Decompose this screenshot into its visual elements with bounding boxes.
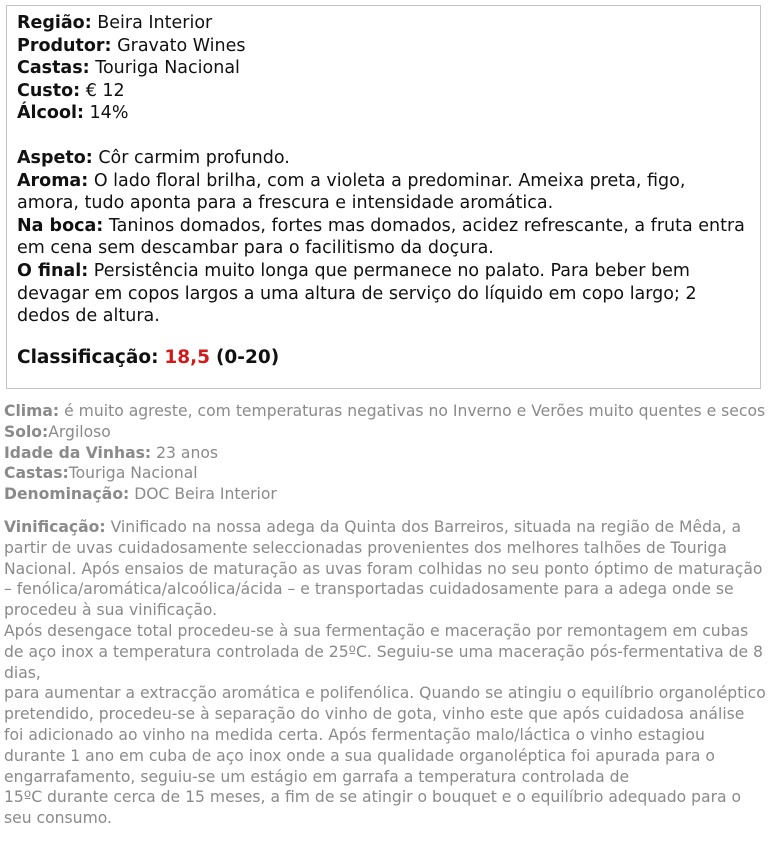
- classificacao-label: Classificação:: [17, 346, 159, 368]
- aroma-value: O lado floral brilha, com a violeta a predominar. Ameixa preta, figo, amora, tudo aponta para a frescura e intensidade aromática.: [17, 170, 686, 214]
- aroma-label: Aroma:: [17, 170, 89, 191]
- aspeto-value: Côr carmim profundo.: [98, 147, 290, 168]
- classificacao-scale: (0-20): [215, 346, 280, 368]
- boca-value: Taninos domados, fortes mas domados, acidez refrescante, a fruta entra em cena sem descambar para o facilitismo da doçura.: [17, 215, 745, 259]
- spacer: [17, 125, 750, 147]
- castas-line: [17, 57, 750, 80]
- custo-value: € 12: [85, 80, 125, 101]
- classificacao-score: 18,5: [164, 346, 211, 368]
- alcool-label: Álcool:: [17, 103, 84, 124]
- custo-label: Custo:: [17, 80, 81, 101]
- solo-value: Argiloso: [48, 422, 111, 441]
- castas-info-value: Touriga Nacional: [68, 464, 198, 483]
- boca-label: Na boca:: [17, 215, 104, 236]
- final-label: O final:: [17, 260, 89, 281]
- denominacao-value: DOC Beira Interior: [134, 485, 277, 504]
- idade-value: 23 anos: [156, 443, 219, 462]
- alcool-value: 14%: [89, 103, 129, 124]
- denominacao-line: [4, 484, 766, 505]
- spacer: [17, 328, 750, 347]
- aspeto-label: Aspeto:: [17, 147, 93, 168]
- final-value: Persistência muito longa que permanece no palato. Para beber bem devagar em copos largos a uma altura de serviço do líquido em copo largo; 2 dedos de altura.: [17, 260, 697, 327]
- regiao-value: Beira Interior: [97, 13, 213, 33]
- solo-line: [4, 422, 766, 443]
- castas-value: Touriga Nacional: [95, 58, 240, 79]
- alcool-line: [17, 102, 750, 125]
- clima-value: é muito agreste, com temperaturas negativas no Inverno e Verões muito quentes e secos: [64, 402, 766, 420]
- denominacao-label: Denominação:: [4, 485, 130, 504]
- vinificacao-line: [4, 517, 766, 621]
- custo-line: [17, 80, 750, 103]
- final-line: [17, 260, 750, 328]
- clima-label: Clima:: [4, 402, 60, 420]
- idade-line: [4, 443, 766, 464]
- boca-line: [17, 215, 750, 260]
- vinificacao-paragraph-2: Após desengace total procedeu-se à sua fermentação e maceração por remontagem em cubas de aço inox a temperatura controlada de 25ºC. Seguiu-se uma maceração pós-fermentativa de 8 dias,: [4, 621, 763, 682]
- wine-info: [4, 401, 766, 829]
- castas-info-label: Castas:: [4, 464, 69, 483]
- classificacao-line: [17, 347, 750, 370]
- aroma-line: [17, 170, 750, 215]
- aspeto-line: [17, 147, 750, 170]
- idade-label: Idade da Vinhas:: [4, 443, 152, 462]
- castas-label: Castas:: [17, 58, 90, 79]
- produtor-label: Produtor:: [17, 35, 112, 56]
- regiao-label: Região:: [17, 13, 92, 33]
- tasting-notes-box: [6, 5, 761, 389]
- regiao-line: [17, 12, 750, 35]
- produtor-value: Gravato Wines: [117, 35, 246, 56]
- solo-label: Solo:: [4, 422, 49, 441]
- produtor-line: [17, 35, 750, 58]
- vinificacao-paragraph-3: para aumentar a extracção aromática e polifenólica. Quando se atingiu o equilíbrio organoléptico pretendido, procedeu-se à separação do vinho de gota, vinho este que após cuidadosa análise foi adicionado ao vinho na medida certa. Após fermentação malo/láctica o vinho estagiou durante 1 ano em cuba de aço inox onde a sua qualidade organoléptica foi apurada para o engarrafamento, seguiu-se um estágio em garrafa a temperatura controlada de: [4, 684, 766, 786]
- vinificacao-paragraph-4: 15ºC durante cerca de 15 meses, a fim de se atingir o bouquet e o equilíbrio adequado para o seu consumo.: [4, 788, 742, 828]
- vinificacao-label: Vinificação:: [4, 517, 106, 536]
- castas-info-line: [4, 463, 766, 484]
- clima-line: [4, 401, 766, 422]
- vinificacao-value: Vinificado na nossa adega da Quinta dos Barreiros, situada na região de Mêda, a partir de uvas cuidadosamente seleccionadas provenientes dos melhores talhões de Touriga Nacional. Após ensaios de maturação as uvas foram colhidas no seu ponto óptimo de maturação – fenólica/aromática/alcoólica/ácida – e transportadas cuidadosamente para a adega onde se procedeu à sua vinificação.: [4, 517, 763, 620]
